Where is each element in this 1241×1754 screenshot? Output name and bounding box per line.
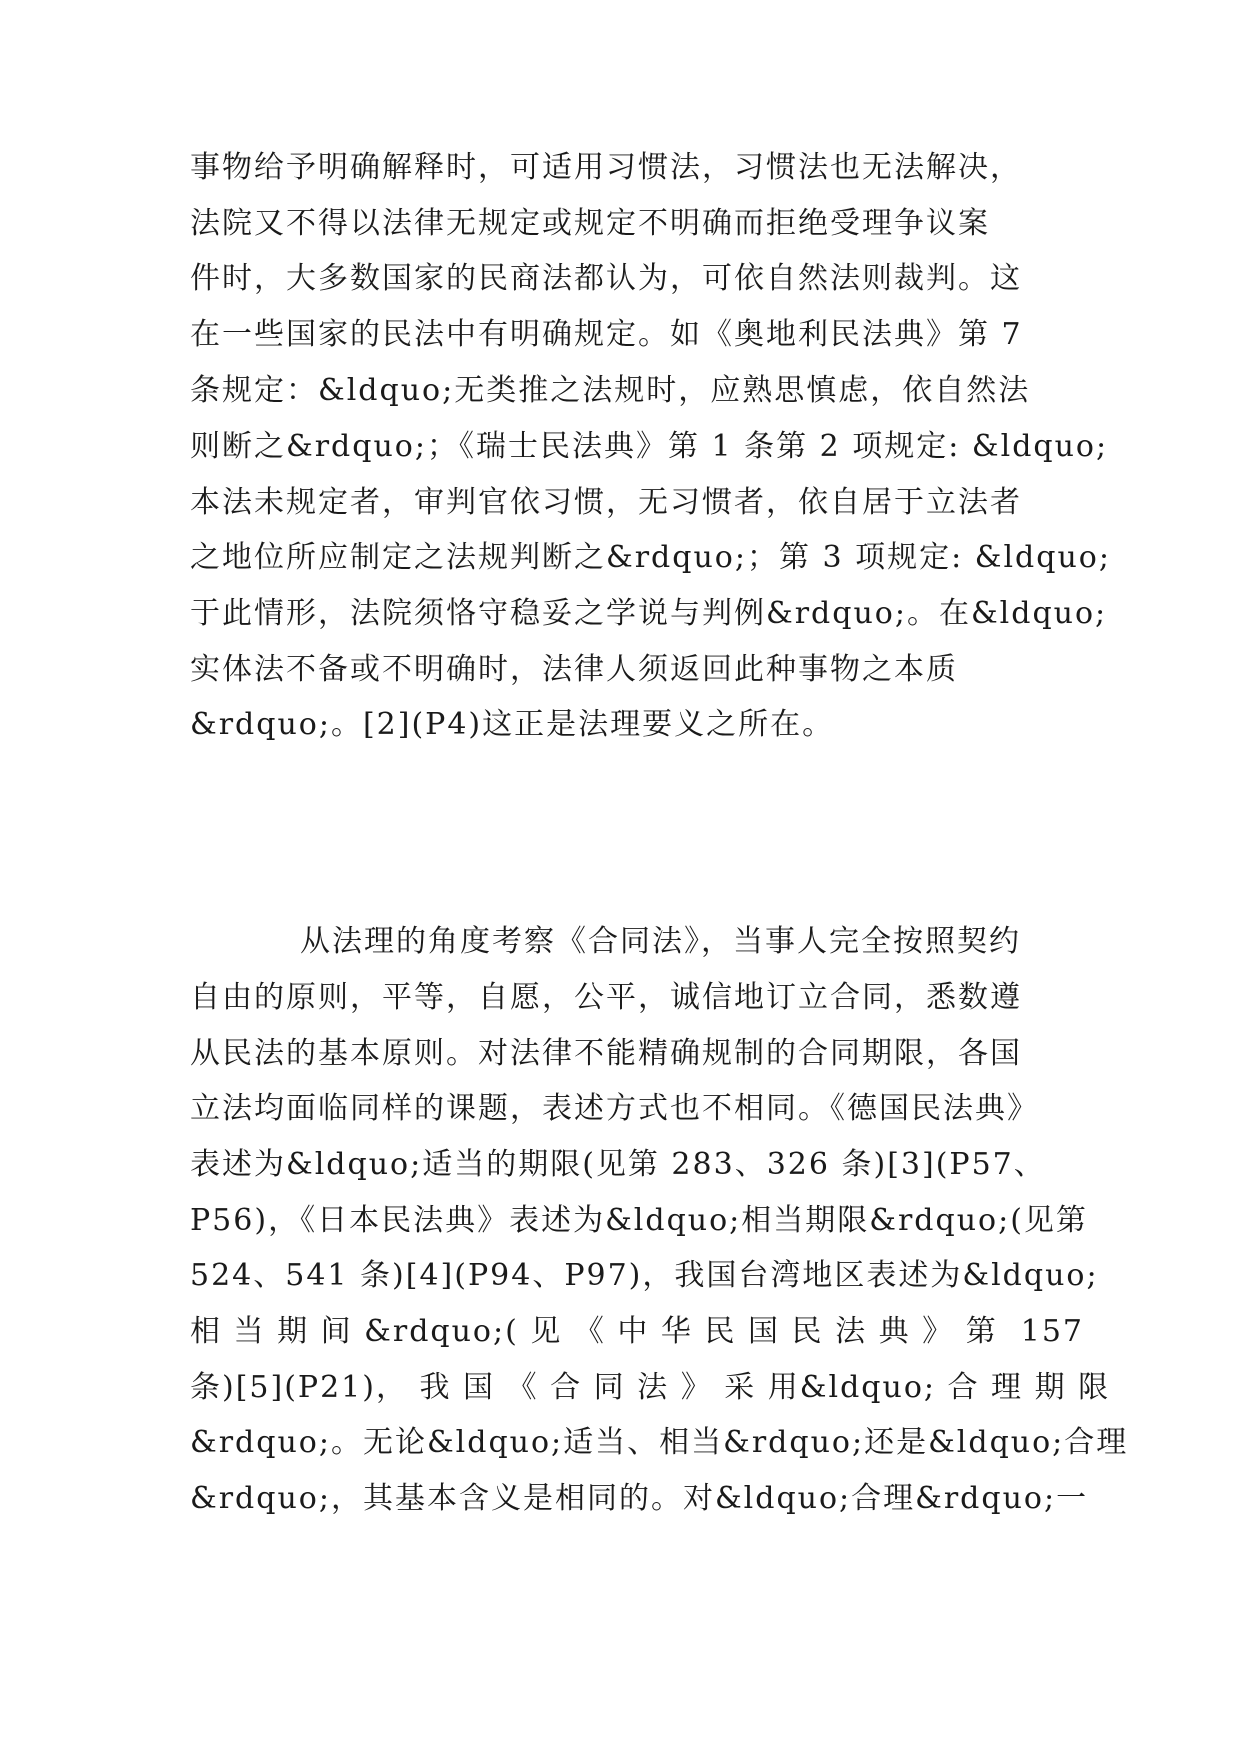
paragraph-line: &rdquo;。无论&ldquo;适当、相当&rdquo;还是&ldquo;合理 <box>190 1425 1129 1460</box>
paragraph-line: 条)[5](P21)， 我 国 《 合 同 法 》 采 用&ldquo; 合 理 期 限 <box>190 1370 1111 1405</box>
paragraph-line: 在一些国家的民法中有明确规定。如《奥地利民法典》第 7 <box>190 317 1023 352</box>
paragraph-line: 自由的原则，平等，自愿，公平，诚信地订立合同，悉数遵 <box>190 980 1022 1015</box>
paragraph-line: 之地位所应制定之法规判断之&rdquo;；第 3 项规定: &ldquo; <box>190 540 1111 575</box>
paragraph-line: 从民法的基本原则。对法律不能精确规制的合同期限，各国 <box>190 1036 1022 1071</box>
paragraph-line: 524、541 条)[4](P94、P97)，我国台湾地区表述为&ldquo; <box>190 1258 1099 1293</box>
paragraph-line: 立法均面临同样的课题，表述方式也不相同。《德国民法典》 <box>190 1091 1039 1126</box>
paragraph-line: &rdquo;，其基本含义是相同的。对&ldquo;合理&rdquo;一 <box>190 1481 1089 1516</box>
paragraph-line: 法院又不得以法律无规定或规定不明确而拒绝受理争议案 <box>190 206 990 241</box>
paragraph-line: 条规定：&ldquo;无类推之法规时，应熟思慎虑，依自然法 <box>190 373 1031 408</box>
paragraph-line: 于此情形，法院须恪守稳妥之学说与判例&rdquo;。在&ldquo; <box>190 596 1108 631</box>
paragraph-line: 本法未规定者，审判官依习惯，无习惯者，依自居于立法者 <box>190 485 1022 520</box>
paragraph-line: 实体法不备或不明确时，法律人须返回此种事物之本质 <box>190 652 958 687</box>
paragraph-line: 相 当 期 间 &rdquo;( 见 《 中 华 民 国 民 法 典 》 第 157 <box>190 1314 1085 1349</box>
paragraph-line: P56)，《日本民法典》表述为&ldquo;相当期限&rdquo;(见第 <box>190 1203 1088 1238</box>
paragraph-line: 事物给予明确解释时，可适用习惯法，习惯法也无法解决， <box>190 150 1022 185</box>
paragraph-line: 件时，大多数国家的民商法都认为，可依自然法则裁判。这 <box>190 261 1022 296</box>
paragraph-line: &rdquo;。[2](P4)这正是法理要义之所在。 <box>190 707 835 742</box>
paragraph-line: 表述为&ldquo;适当的期限(见第 283、326 条)[3](P57、 <box>190 1147 1046 1182</box>
paragraph-line: 则断之&rdquo;；《瑞士民法典》第 1 条第 2 项规定: &ldquo; <box>190 429 1109 464</box>
paragraph-line: 从法理的角度考察《合同法》，当事人完全按照契约 <box>300 924 1021 959</box>
